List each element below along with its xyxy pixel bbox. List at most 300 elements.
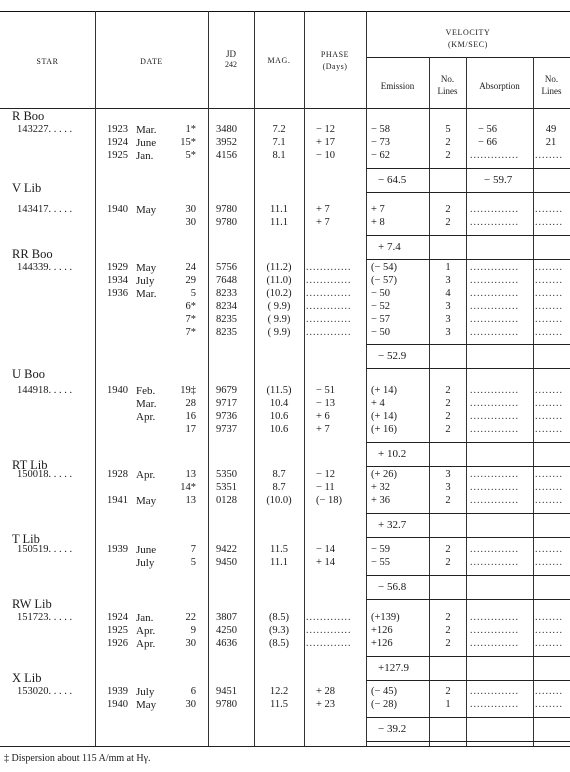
obs-day: 19‡ xyxy=(180,385,196,396)
mean-rule xyxy=(366,717,570,718)
obs-emission: + 36 xyxy=(371,494,391,506)
obs-phase: − 11 xyxy=(316,481,335,493)
obs-year: 1925 xyxy=(107,624,128,636)
obs-nlines-em: 2 xyxy=(445,410,451,422)
header-velocity-units: (KM/SEC) xyxy=(448,40,488,49)
obs-month: Mar. xyxy=(136,397,157,410)
obs-mag: (11.0) xyxy=(266,274,292,286)
phase-leader: ............. xyxy=(306,624,352,636)
obs-emission: +126 xyxy=(371,624,393,636)
mean-absorption: − 59.7 xyxy=(484,173,513,186)
header-bottom-rule xyxy=(0,108,570,109)
phase-leader: ............. xyxy=(306,262,352,273)
obs-day: 30 xyxy=(185,698,196,710)
obs-mag: (11.5) xyxy=(266,385,292,396)
obs-jd: 3480 xyxy=(216,124,237,135)
nlines-ab-leader: ........ xyxy=(535,149,563,161)
mean-emission: − 56.8 xyxy=(378,580,407,593)
obs-mag: 12.2 xyxy=(269,686,289,697)
nlines-ab-leader: ........ xyxy=(535,423,563,435)
obs-day: 6 xyxy=(190,686,196,697)
obs-mag: 11.1 xyxy=(270,556,288,568)
mean-rule xyxy=(366,575,570,576)
obs-year: 1924 xyxy=(107,612,128,623)
absorption-leader: .............. xyxy=(470,624,519,636)
absorption-leader: .............. xyxy=(470,287,519,299)
obs-year: 1939 xyxy=(107,686,128,697)
obs-day: 6* xyxy=(185,300,196,312)
obs-mag: 8.7 xyxy=(272,469,286,480)
absorption-leader: .............. xyxy=(470,494,519,506)
absorption-leader: .............. xyxy=(470,397,519,409)
nlines-ab-leader: ........ xyxy=(535,313,563,325)
obs-jd: 8233 xyxy=(216,287,237,299)
star-number: 143227. . . . . xyxy=(17,124,73,135)
obs-jd: 9737 xyxy=(216,423,237,435)
absorption-leader: .............. xyxy=(470,686,519,697)
obs-month: June xyxy=(136,544,157,556)
obs-nlines-em: 2 xyxy=(445,397,451,409)
nlines-ab-leader: ........ xyxy=(535,326,563,338)
mean-emission: − 64.5 xyxy=(378,173,407,186)
obs-phase: − 12 xyxy=(316,469,336,480)
obs-nlines-em: 2 xyxy=(445,216,451,228)
obs-jd: 3807 xyxy=(216,612,237,623)
obs-emission: − 50 xyxy=(371,287,391,299)
obs-jd: 0128 xyxy=(216,494,237,506)
obs-nlines-em: 2 xyxy=(445,544,451,555)
obs-nlines-em: 3 xyxy=(445,274,451,286)
star-number: 153020. . . . . xyxy=(17,686,73,697)
obs-jd: 4156 xyxy=(216,149,237,161)
mean-rule-bottom xyxy=(366,259,570,260)
star-name: V Lib xyxy=(12,181,42,195)
obs-day: 7 xyxy=(190,544,196,555)
absorption-leader: .............. xyxy=(470,149,519,161)
obs-year: 1936 xyxy=(107,287,128,299)
obs-day: 13 xyxy=(185,494,196,506)
obs-mag: 11.5 xyxy=(270,544,288,555)
obs-absorption: − 56 xyxy=(478,124,498,135)
obs-day: 16 xyxy=(185,410,196,422)
absorption-leader: .............. xyxy=(470,216,519,228)
obs-phase: + 7 xyxy=(316,204,330,215)
star-number: 144918. . . . . xyxy=(17,385,73,396)
nlines-ab-leader: ........ xyxy=(535,410,563,422)
absorption-leader: .............. xyxy=(470,469,519,480)
obs-emission: (− 57) xyxy=(371,274,398,286)
obs-jd: 9451 xyxy=(216,686,237,697)
phase-leader: ............. xyxy=(306,274,352,286)
obs-emission: (+139) xyxy=(371,612,400,623)
obs-jd: 4250 xyxy=(216,624,237,636)
mean-rule-bottom xyxy=(366,741,570,742)
obs-emission: (− 45) xyxy=(371,686,398,697)
header-nlines-ab-2: Lines xyxy=(541,86,562,96)
nlines-ab-leader: ........ xyxy=(535,556,563,568)
absorption-leader: .............. xyxy=(470,698,519,710)
obs-phase: + 28 xyxy=(316,686,336,697)
mean-emission: + 10.2 xyxy=(378,447,407,460)
obs-month: May xyxy=(136,698,157,711)
obs-day: 15* xyxy=(180,136,196,148)
obs-day: 28 xyxy=(185,397,196,409)
obs-mag: 8.7 xyxy=(272,481,286,493)
obs-jd: 8235 xyxy=(216,326,237,338)
obs-nlines-em: 2 xyxy=(445,385,451,396)
obs-mag: (11.2) xyxy=(266,262,292,273)
footnote: ‡ Dispersion about 115 A/mm at Hγ. xyxy=(4,753,151,764)
absorption-leader: .............. xyxy=(470,637,519,649)
nlines-ab-leader: ........ xyxy=(535,385,563,396)
obs-day: 24 xyxy=(185,262,196,273)
mean-rule-bottom xyxy=(366,599,570,600)
obs-emission: − 58 xyxy=(371,124,391,135)
obs-jd: 8235 xyxy=(216,313,237,325)
obs-jd: 7648 xyxy=(216,274,237,286)
obs-jd: 9780 xyxy=(216,204,237,215)
star-name: T Lib xyxy=(12,532,40,546)
obs-year: 1939 xyxy=(107,544,128,555)
absorption-leader: .............. xyxy=(470,410,519,422)
star-name: R Boo xyxy=(12,109,45,123)
obs-nlines-em: 2 xyxy=(445,556,451,568)
obs-mag: ( 9.9) xyxy=(267,313,291,325)
obs-nlines-em: 2 xyxy=(445,149,451,161)
star-number: 150018. . . . . xyxy=(17,469,73,480)
obs-day: 1* xyxy=(185,124,196,135)
obs-year: 1923 xyxy=(107,124,128,135)
obs-day: 22 xyxy=(185,612,196,623)
obs-emission: (+ 26) xyxy=(371,469,398,480)
obs-emission: − 52 xyxy=(371,300,391,312)
star-number: 150519. . . . . xyxy=(17,544,73,555)
absorption-leader: .............. xyxy=(470,313,519,325)
obs-mag: (10.2) xyxy=(266,287,292,299)
obs-mag: 11.1 xyxy=(270,204,288,215)
obs-month: May xyxy=(136,204,157,216)
header-phase: PHASE xyxy=(320,50,350,59)
mean-emission: − 39.2 xyxy=(378,722,407,735)
mean-emission: + 7.4 xyxy=(378,240,401,253)
obs-phase: − 12 xyxy=(316,124,336,135)
obs-phase: − 14 xyxy=(316,544,336,555)
obs-phase: + 23 xyxy=(316,698,336,710)
obs-mag: (8.5) xyxy=(268,637,290,649)
obs-year: 1940 xyxy=(107,698,128,710)
obs-emission: − 73 xyxy=(371,136,391,148)
obs-year: 1928 xyxy=(107,469,128,480)
nlines-ab-leader: ........ xyxy=(535,698,563,710)
mean-rule-bottom xyxy=(366,537,570,538)
obs-nlines-em: 4 xyxy=(445,287,451,299)
obs-phase: − 13 xyxy=(316,397,336,409)
phase-leader: ............. xyxy=(306,637,352,649)
obs-mag: (8.5) xyxy=(268,612,290,623)
table-bottom-rule xyxy=(0,746,570,747)
mean-rule-bottom xyxy=(366,466,570,467)
nlines-ab-leader: ........ xyxy=(535,274,563,286)
phase-leader: ............. xyxy=(306,612,352,623)
mean-rule-bottom xyxy=(366,680,570,681)
obs-nlines-em: 2 xyxy=(445,494,451,506)
obs-year: 1940 xyxy=(107,385,128,396)
obs-year: 1940 xyxy=(107,204,128,215)
obs-day: 29 xyxy=(185,274,196,286)
obs-jd: 9679 xyxy=(216,385,237,396)
obs-jd: 9780 xyxy=(216,698,237,710)
obs-year: 1925 xyxy=(107,149,128,161)
obs-emission: (− 54) xyxy=(371,262,398,273)
obs-nlines-em: 2 xyxy=(445,423,451,435)
nlines-ab-leader: ........ xyxy=(535,216,563,228)
absorption-leader: .............. xyxy=(470,481,519,493)
obs-day: 14* xyxy=(180,481,196,493)
header-emission: Emission xyxy=(380,81,415,91)
star-name: X Lib xyxy=(12,671,42,685)
obs-emission: − 59 xyxy=(371,544,391,555)
obs-nlines-em: 3 xyxy=(445,469,451,480)
nlines-ab-leader: ........ xyxy=(535,494,563,506)
col-divider-date xyxy=(95,11,96,746)
mean-emission: +127.9 xyxy=(378,661,409,674)
absorption-leader: .............. xyxy=(470,423,519,435)
absorption-leader: .............. xyxy=(470,326,519,338)
obs-nlines-em: 3 xyxy=(445,481,451,493)
header-mag: MAG. xyxy=(267,56,291,65)
obs-emission: + 7 xyxy=(371,204,385,215)
obs-phase: + 14 xyxy=(316,556,336,568)
obs-nlines-em: 2 xyxy=(445,204,451,215)
nlines-ab-leader: ........ xyxy=(535,300,563,312)
obs-year: 1941 xyxy=(107,494,128,506)
header-star: STAR xyxy=(36,57,59,66)
obs-month: Jan. xyxy=(136,612,154,624)
absorption-leader: .............. xyxy=(470,274,519,286)
obs-jd: 8234 xyxy=(216,300,237,312)
obs-month: July xyxy=(136,686,155,698)
absorption-leader: .............. xyxy=(470,262,519,273)
obs-jd: 9450 xyxy=(216,556,237,568)
obs-month: Mar. xyxy=(136,124,157,136)
col-divider-jd xyxy=(208,11,209,746)
obs-phase: − 10 xyxy=(316,149,336,161)
obs-emission: (+ 16) xyxy=(371,423,398,435)
star-name: RT Lib xyxy=(12,458,48,472)
obs-jd: 9422 xyxy=(216,544,237,555)
nlines-ab-leader: ........ xyxy=(535,262,563,273)
obs-nlines-ab: 21 xyxy=(545,136,557,148)
mean-rule-bottom xyxy=(366,192,570,193)
star-name: U Boo xyxy=(12,367,45,381)
absorption-leader: .............. xyxy=(470,385,519,396)
mean-emission: + 32.7 xyxy=(378,518,407,531)
obs-emission: + 8 xyxy=(371,216,385,228)
obs-day: 30 xyxy=(185,204,196,215)
obs-month: Feb. xyxy=(136,385,156,397)
obs-jd: 5350 xyxy=(216,469,237,480)
header-jd: JD xyxy=(225,49,236,59)
obs-day: 5 xyxy=(190,287,196,299)
obs-phase: + 7 xyxy=(316,423,330,435)
obs-month: May xyxy=(136,262,157,274)
obs-nlines-em: 3 xyxy=(445,313,451,325)
nlines-ab-leader: ........ xyxy=(535,637,563,649)
star-number: 143417. . . . . xyxy=(17,204,73,215)
obs-mag: 7.1 xyxy=(272,136,286,148)
obs-month: Apr. xyxy=(136,410,156,423)
header-nlines-em-2: Lines xyxy=(437,86,458,96)
obs-jd: 5351 xyxy=(216,481,237,493)
obs-emission: − 62 xyxy=(371,149,391,161)
obs-day: 30 xyxy=(185,216,196,228)
mean-rule xyxy=(366,513,570,514)
table-top-rule xyxy=(0,11,570,12)
obs-emission: (− 28) xyxy=(371,698,398,710)
obs-emission: +126 xyxy=(371,637,393,649)
star-name: RR Boo xyxy=(12,247,53,261)
header-jd-sub: 242 xyxy=(225,60,237,69)
star-number: 151723. . . . . xyxy=(17,612,73,623)
star-number: 144339. . . . . xyxy=(17,262,73,273)
obs-emission: + 32 xyxy=(371,481,391,493)
obs-emission: − 55 xyxy=(371,556,391,568)
obs-day: 9 xyxy=(190,624,196,636)
obs-year: 1926 xyxy=(107,637,128,649)
obs-mag: ( 9.9) xyxy=(267,300,291,312)
obs-month: Apr. xyxy=(136,624,156,637)
absorption-leader: .............. xyxy=(470,300,519,312)
mean-emission: − 52.9 xyxy=(378,350,407,363)
mean-rule xyxy=(366,235,570,236)
obs-nlines-em: 2 xyxy=(445,686,451,697)
obs-day: 17 xyxy=(185,423,196,435)
phase-leader: ............. xyxy=(306,287,352,299)
nlines-ab-leader: ........ xyxy=(535,686,563,697)
obs-day: 5* xyxy=(185,149,196,161)
obs-nlines-em: 2 xyxy=(445,136,451,148)
col-divider-emission xyxy=(366,11,367,746)
obs-nlines-em: 2 xyxy=(445,624,451,636)
obs-emission: − 50 xyxy=(371,326,391,338)
mean-rule xyxy=(366,168,570,169)
obs-absorption: − 66 xyxy=(478,136,498,148)
obs-mag: 11.1 xyxy=(270,216,288,228)
obs-mag: ( 9.9) xyxy=(267,326,291,338)
header-nlines-ab-1: No. xyxy=(544,74,559,84)
obs-emission: + 4 xyxy=(371,397,385,409)
nlines-ab-leader: ........ xyxy=(535,624,563,636)
header-date: DATE xyxy=(140,57,163,66)
obs-day: 5 xyxy=(190,556,196,568)
obs-day: 7* xyxy=(185,313,196,325)
obs-phase: (− 18) xyxy=(316,494,343,506)
phase-leader: ............. xyxy=(306,300,352,312)
obs-jd: 4636 xyxy=(216,637,237,649)
obs-jd: 9780 xyxy=(216,216,237,228)
obs-mag: 10.4 xyxy=(269,397,289,409)
obs-nlines-em: 2 xyxy=(445,612,451,623)
obs-day: 13 xyxy=(185,469,196,480)
obs-nlines-em: 2 xyxy=(445,637,451,649)
col-divider-nlines xyxy=(429,57,430,746)
obs-mag: 10.6 xyxy=(269,410,289,422)
obs-phase: + 7 xyxy=(316,216,330,228)
mean-rule xyxy=(366,442,570,443)
col-divider-phase xyxy=(304,11,305,746)
obs-nlines-em: 1 xyxy=(445,698,451,710)
obs-nlines-em: 1 xyxy=(445,262,451,273)
absorption-leader: .............. xyxy=(470,204,519,215)
obs-phase: + 6 xyxy=(316,410,330,422)
obs-month: Mar. xyxy=(136,287,157,300)
col-divider-nlines-ab xyxy=(533,57,534,746)
obs-year: 1924 xyxy=(107,136,128,148)
obs-mag: (9.3) xyxy=(268,624,290,636)
obs-jd: 3952 xyxy=(216,136,237,148)
obs-month: July xyxy=(136,556,155,569)
absorption-leader: .............. xyxy=(470,544,519,555)
obs-jd: 5756 xyxy=(216,262,237,273)
absorption-leader: .............. xyxy=(470,612,519,623)
obs-mag: 11.5 xyxy=(270,698,288,710)
obs-nlines-em: 3 xyxy=(445,326,451,338)
header-absorption: Absorption xyxy=(479,81,520,91)
obs-month: May xyxy=(136,494,157,507)
obs-emission: (+ 14) xyxy=(371,385,398,396)
obs-day: 7* xyxy=(185,326,196,338)
col-divider-absorption xyxy=(466,57,467,746)
phase-leader: ............. xyxy=(306,313,352,325)
obs-mag: 10.6 xyxy=(269,423,289,435)
nlines-ab-leader: ........ xyxy=(535,481,563,493)
obs-year: 1929 xyxy=(107,262,128,273)
obs-emission: (+ 14) xyxy=(371,410,398,422)
obs-nlines-em: 5 xyxy=(445,124,451,135)
mean-rule-bottom xyxy=(366,368,570,369)
nlines-ab-leader: ........ xyxy=(535,397,563,409)
header-velocity: VELOCITY xyxy=(445,28,491,37)
obs-phase: − 51 xyxy=(316,385,336,396)
mean-rule xyxy=(366,344,570,345)
obs-mag: 7.2 xyxy=(272,124,286,135)
nlines-ab-leader: ........ xyxy=(535,469,563,480)
nlines-ab-leader: ........ xyxy=(535,204,563,215)
obs-month: June xyxy=(136,136,157,149)
velocity-subheader-rule xyxy=(366,57,570,58)
mean-rule xyxy=(366,656,570,657)
obs-year: 1934 xyxy=(107,274,128,286)
obs-jd: 9736 xyxy=(216,410,237,422)
absorption-leader: .............. xyxy=(470,556,519,568)
obs-month: Apr. xyxy=(136,637,156,650)
nlines-ab-leader: ........ xyxy=(535,544,563,555)
obs-phase: + 17 xyxy=(316,136,336,148)
obs-day: 30 xyxy=(185,637,196,649)
obs-emission: − 57 xyxy=(371,313,391,325)
header-phase-sub: (Days) xyxy=(322,62,348,71)
obs-month: July xyxy=(136,274,155,287)
nlines-ab-leader: ........ xyxy=(535,287,563,299)
header-nlines-em-1: No. xyxy=(440,74,455,84)
obs-nlines-em: 3 xyxy=(445,300,451,312)
obs-jd: 9717 xyxy=(216,397,237,409)
nlines-ab-leader: ........ xyxy=(535,612,563,623)
obs-nlines-ab: 49 xyxy=(545,124,557,135)
obs-month: Jan. xyxy=(136,149,154,162)
obs-month: Apr. xyxy=(136,469,156,481)
star-name: RW Lib xyxy=(12,597,52,611)
